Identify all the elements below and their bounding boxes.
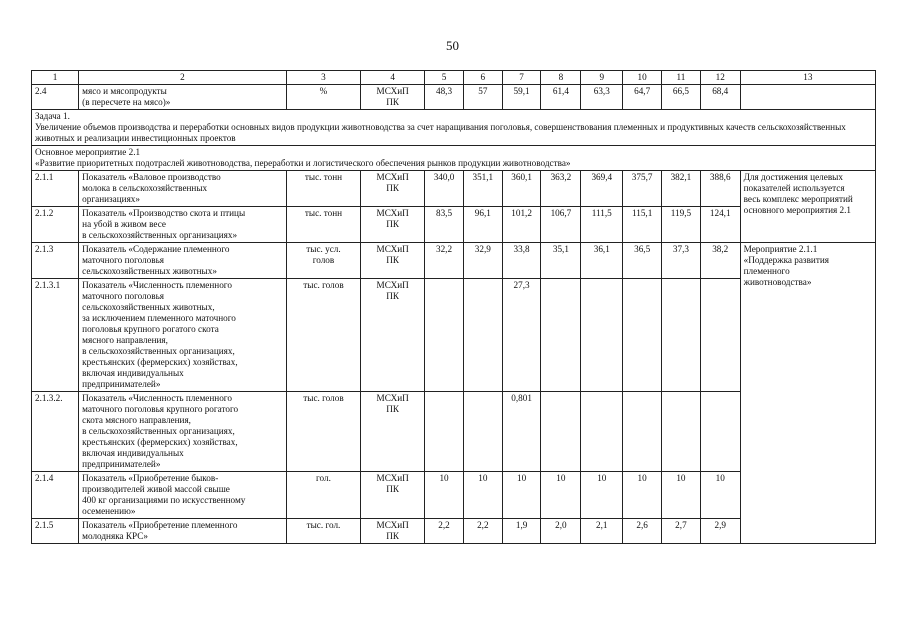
note-cell: Для достижения целевых показателей используется весь комплекс мероприятий основного мероприятия 2.1 — [740, 171, 875, 243]
indicator-name-cell: Показатель «Приобретение племенного молодняка КРС» — [79, 519, 287, 544]
row-code-cell: 2.1.1 — [32, 171, 79, 207]
value-cell: 64,7 — [623, 85, 662, 110]
value-cell: 96,1 — [463, 207, 502, 243]
value-cell: 35,1 — [541, 243, 581, 279]
column-number-cell: 11 — [662, 71, 701, 85]
unit-cell: тыс. тонн — [286, 171, 360, 207]
header-row — [32, 71, 876, 85]
column-number-cell: 3 — [286, 71, 360, 85]
value-cell: 340,0 — [425, 171, 464, 207]
value-cell: 2,1 — [581, 519, 623, 544]
value-cell: 32,9 — [463, 243, 502, 279]
value-cell: 66,5 — [662, 85, 701, 110]
value-cell: 351,1 — [463, 171, 502, 207]
unit-cell: % — [286, 85, 360, 110]
value-cell: 32,2 — [425, 243, 464, 279]
table-row — [32, 85, 876, 110]
value-cell: 27,3 — [502, 279, 541, 392]
row-code-cell: 2.1.3 — [32, 243, 79, 279]
value-cell: 2,9 — [700, 519, 740, 544]
row-code-cell: 2.1.4 — [32, 472, 79, 519]
value-cell — [463, 392, 502, 472]
row-code-cell: 2.1.3.1 — [32, 279, 79, 392]
column-number-cell: 5 — [425, 71, 464, 85]
unit-cell: гол. — [286, 472, 360, 519]
value-cell: 2,6 — [623, 519, 662, 544]
value-cell: 38,2 — [700, 243, 740, 279]
value-cell: 10 — [541, 472, 581, 519]
indicator-name-cell: Показатель «Содержание племенного маточного поголовья сельскохозяйственных животных» — [79, 243, 287, 279]
column-number-cell: 2 — [79, 71, 287, 85]
value-cell: 360,1 — [502, 171, 541, 207]
value-cell: 61,4 — [541, 85, 581, 110]
value-cell: 48,3 — [425, 85, 464, 110]
responsible-org-cell: МСХиП ПК — [361, 85, 425, 110]
unit-cell: тыс. тонн — [286, 207, 360, 243]
value-cell: 10 — [425, 472, 464, 519]
value-cell: 119,5 — [662, 207, 701, 243]
indicator-name-cell: Показатель «Приобретение быков- производителей живой массой свыше 400 кг организациями по искусственному осеменению» — [79, 472, 287, 519]
indicator-name-cell: мясо и мясопродукты (в пересчете на мясо)» — [79, 85, 287, 110]
unit-cell: тыс. гол. — [286, 519, 360, 544]
responsible-org-cell: МСХиП ПК — [361, 519, 425, 544]
value-cell: 111,5 — [581, 207, 623, 243]
value-cell — [541, 279, 581, 392]
measure-cell: Основное мероприятие 2.1 «Развитие приоритетных подотраслей животноводства, переработки и логистического обеспечения рынков продукции животноводства» — [32, 146, 876, 171]
value-cell: 10 — [662, 472, 701, 519]
value-cell — [463, 279, 502, 392]
unit-cell: тыс. усл. голов — [286, 243, 360, 279]
value-cell: 2,2 — [463, 519, 502, 544]
value-cell: 101,2 — [502, 207, 541, 243]
measure-row — [32, 146, 876, 171]
value-cell: 59,1 — [502, 85, 541, 110]
value-cell: 10 — [581, 472, 623, 519]
row-code-cell: 2.1.2 — [32, 207, 79, 243]
table-row — [32, 243, 876, 279]
value-cell: 83,5 — [425, 207, 464, 243]
row-code-cell: 2.1.5 — [32, 519, 79, 544]
value-cell: 0,801 — [502, 392, 541, 472]
column-number-cell: 13 — [740, 71, 875, 85]
value-cell — [425, 392, 464, 472]
value-cell: 36,5 — [623, 243, 662, 279]
value-cell: 36,1 — [581, 243, 623, 279]
responsible-org-cell: МСХиП ПК — [361, 171, 425, 207]
note-cell: Мероприятие 2.1.1 «Поддержка развития племенного животноводства» — [740, 243, 875, 544]
column-number-cell: 12 — [700, 71, 740, 85]
unit-cell: тыс. голов — [286, 392, 360, 472]
task-row — [32, 110, 876, 146]
value-cell — [700, 392, 740, 472]
value-cell — [425, 279, 464, 392]
indicator-name-cell: Показатель «Численность племенного маточного поголовья крупного рогатого скота мясного направления, в сельскохозяйственных организациях, крестьянских (фермерских) хозяйствах, включая индивидуальных предпринимателей» — [79, 392, 287, 472]
page-number: 50 — [446, 38, 459, 53]
value-cell — [541, 392, 581, 472]
value-cell: 1,9 — [502, 519, 541, 544]
value-cell: 369,4 — [581, 171, 623, 207]
table-row — [32, 171, 876, 207]
value-cell: 2,0 — [541, 519, 581, 544]
column-number-cell: 6 — [463, 71, 502, 85]
value-cell: 106,7 — [541, 207, 581, 243]
responsible-org-cell: МСХиП ПК — [361, 472, 425, 519]
value-cell: 10 — [623, 472, 662, 519]
value-cell: 68,4 — [700, 85, 740, 110]
indicator-name-cell: Показатель «Валовое производство молока в сельскохозяйственных организациях» — [79, 171, 287, 207]
value-cell — [662, 279, 701, 392]
column-number-cell: 9 — [581, 71, 623, 85]
value-cell — [581, 279, 623, 392]
value-cell: 115,1 — [623, 207, 662, 243]
value-cell: 124,1 — [700, 207, 740, 243]
value-cell — [700, 279, 740, 392]
task-cell: Задача 1. Увеличение объемов производства и переработки основных видов продукции животноводства за счет наращивания поголовья, совершенствования племенных и продуктивных качеств сельскохозяйственных животных и реализации инвестиционных проектов — [32, 110, 876, 146]
column-number-cell: 4 — [361, 71, 425, 85]
row-code-cell: 2.1.3.2. — [32, 392, 79, 472]
value-cell: 57 — [463, 85, 502, 110]
responsible-org-cell: МСХиП ПК — [361, 207, 425, 243]
column-number-cell: 10 — [623, 71, 662, 85]
value-cell: 375,7 — [623, 171, 662, 207]
value-cell — [623, 279, 662, 392]
value-cell: 2,7 — [662, 519, 701, 544]
column-number-cell: 1 — [32, 71, 79, 85]
value-cell: 2,2 — [425, 519, 464, 544]
value-cell: 10 — [700, 472, 740, 519]
value-cell — [662, 392, 701, 472]
value-cell: 63,3 — [581, 85, 623, 110]
unit-cell: тыс. голов — [286, 279, 360, 392]
column-number-cell: 7 — [502, 71, 541, 85]
responsible-org-cell: МСХиП ПК — [361, 392, 425, 472]
value-cell: 33,8 — [502, 243, 541, 279]
column-number-cell: 8 — [541, 71, 581, 85]
value-cell: 382,1 — [662, 171, 701, 207]
responsible-org-cell: МСХиП ПК — [361, 279, 425, 392]
value-cell — [623, 392, 662, 472]
value-cell: 37,3 — [662, 243, 701, 279]
indicators-table — [31, 70, 876, 544]
value-cell: 388,6 — [700, 171, 740, 207]
value-cell: 363,2 — [541, 171, 581, 207]
value-cell: 10 — [502, 472, 541, 519]
note-cell — [740, 85, 875, 110]
responsible-org-cell: МСХиП ПК — [361, 243, 425, 279]
indicator-name-cell: Показатель «Численность племенного маточного поголовья сельскохозяйственных животных, за исключением племенного маточного поголовья крупного рогатого скота мясного направления, в сельскохозяйственных организациях, крестьянских (фермерских) хозяйствах, включая индивидуальных предпринимателей» — [79, 279, 287, 392]
indicator-name-cell: Показатель «Производство скота и птицы на убой в живом весе в сельскохозяйственных организациях» — [79, 207, 287, 243]
value-cell: 10 — [463, 472, 502, 519]
value-cell — [581, 392, 623, 472]
row-code-cell: 2.4 — [32, 85, 79, 110]
